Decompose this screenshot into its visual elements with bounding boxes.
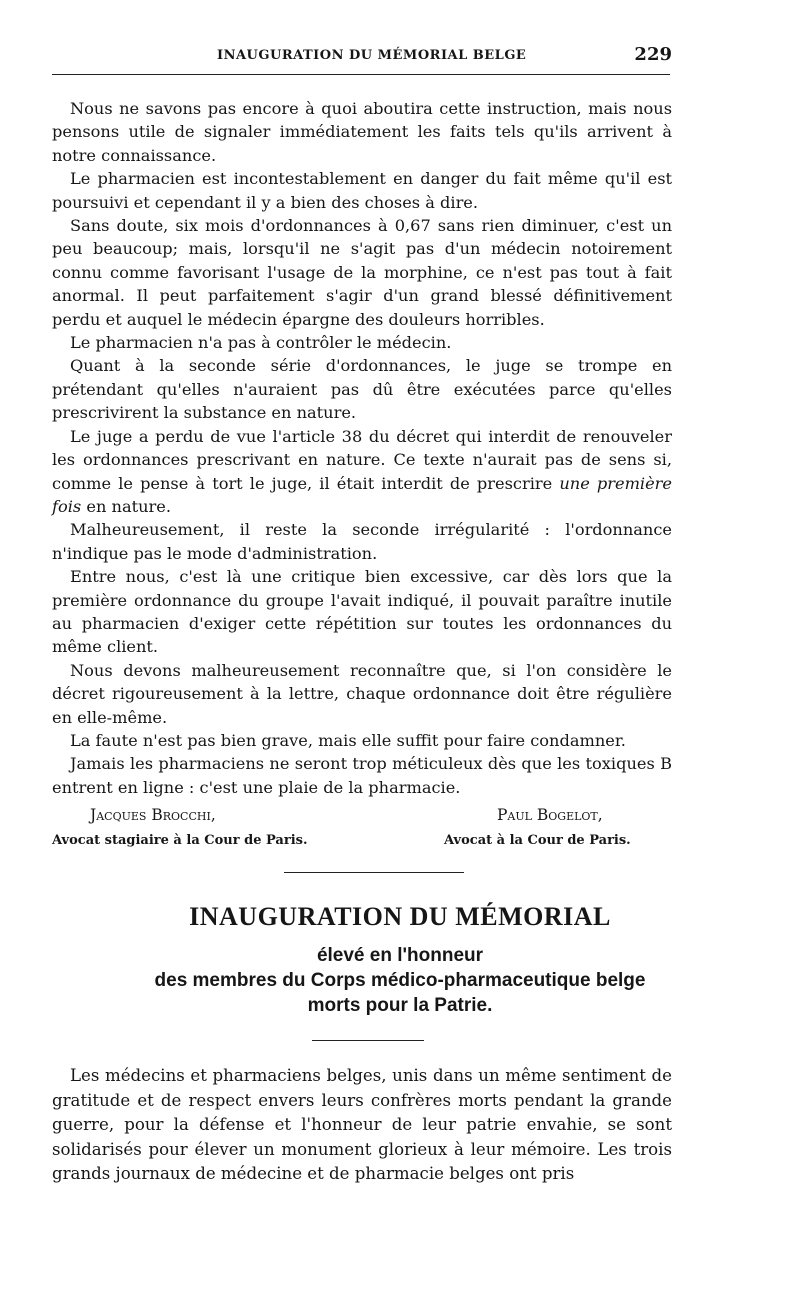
paragraph: Sans doute, six mois d'ordonnances à 0,67 sans rien diminuer, c'est un peu beaucoup; mais, lorsqu'il ne s'agit pas d'un médecin notoirement connu comme favorisant l'usage de la morphine, ce n'est pas tout à fait anormal. Il peut parfaitement s'agir d'un grand blessé définitivement perdu et auquel le médecin épargne des douleurs horribles. xyxy=(52,216,672,329)
article-body xyxy=(52,97,672,799)
paragraph: Jamais les pharmaciens ne seront trop méticuleux dès que les toxiques B entrent en ligne : c'est une plaie de la pharmacie. xyxy=(52,754,672,797)
paragraph: Nous ne savons pas encore à quoi aboutira cette instruction, mais nous pensons utile de signaler immédiatement les faits tels qu'ils arrivent à notre connaissance. xyxy=(52,99,672,165)
section-subtitle-1: élevé en l'honneur xyxy=(316,945,484,966)
subtitle-divider xyxy=(312,1040,424,1041)
paragraph-text: Le juge a perdu de vue l'article 38 du décret qui interdit de renouveler les ordonnances prescrivant en nature. Ce texte n'aurait pas de sens si, comme le pense à tort le juge, il était interdit de prescrire xyxy=(52,426,672,493)
paragraph xyxy=(52,425,672,519)
paragraph: Malheureusement, il reste la seconde irrégularité : l'ordonnance n'indique pas le mode d'administration. xyxy=(52,520,672,563)
paragraph: Entre nous, c'est là une critique bien excessive, car dès lors que la première ordonnance du groupe l'avait indiqué, il pouvait paraître inutile au pharmacien d'exiger cette répétition sur toutes les ordonnances du même client. xyxy=(52,567,672,657)
signature-right-title: Avocat à la Cour de Paris. xyxy=(444,833,631,848)
section-subtitle-2: des membres du Corps médico-pharmaceutique belge xyxy=(154,970,646,991)
paragraph: Les médecins et pharmaciens belges, unis dans un même sentiment de gratitude et de respect envers leurs confrères morts pendant la grande guerre, pour la défense et l'honneur de leur patrie envahie, se sont solidarisés pour élever un monument glorieux à leur mémoire. Les trois grands journaux de médecine et de pharmacie belges ont pris xyxy=(52,1066,672,1183)
signature-right-name: Paul Bogelot, xyxy=(497,806,603,824)
paragraph: Le pharmacien est incontestablement en danger du fait même qu'il est poursuivi et cependant il y a bien des choses à dire. xyxy=(52,169,672,212)
paragraph: La faute n'est pas bien grave, mais elle suffit pour faire condamner. xyxy=(70,730,626,750)
page-header xyxy=(52,40,670,76)
paragraph-text: en nature. xyxy=(86,496,172,516)
page-number: 229 xyxy=(634,44,672,65)
paragraph: Nous devons malheureusement reconnaître que, si l'on considère le décret rigoureusement à la lettre, chaque ordonnance doit être régulière en elle-même. xyxy=(52,660,672,727)
header-rule xyxy=(52,74,670,75)
signature-left-name: Jacques Brocchi, xyxy=(90,806,216,824)
emphasis-text: une première fois xyxy=(52,473,673,516)
section-title: INAUGURATION DU MÉMORIAL xyxy=(189,902,611,931)
running-title: INAUGURATION DU MÉMORIAL BELGE xyxy=(217,48,527,63)
paragraph: Quant à la seconde série d'ordonnances, le juge se trompe en prétendant qu'elles n'auraient pas dû être exécutées parce qu'elles prescrivirent la substance en nature. xyxy=(52,356,672,423)
section-subtitle-3: morts pour la Patrie. xyxy=(307,995,493,1016)
section-body xyxy=(52,1064,672,1187)
section-divider xyxy=(284,872,464,873)
signature-left-title: Avocat stagiaire à la Cour de Paris. xyxy=(52,833,308,848)
paragraph: Le pharmacien n'a pas à contrôler le médecin. xyxy=(70,333,452,353)
